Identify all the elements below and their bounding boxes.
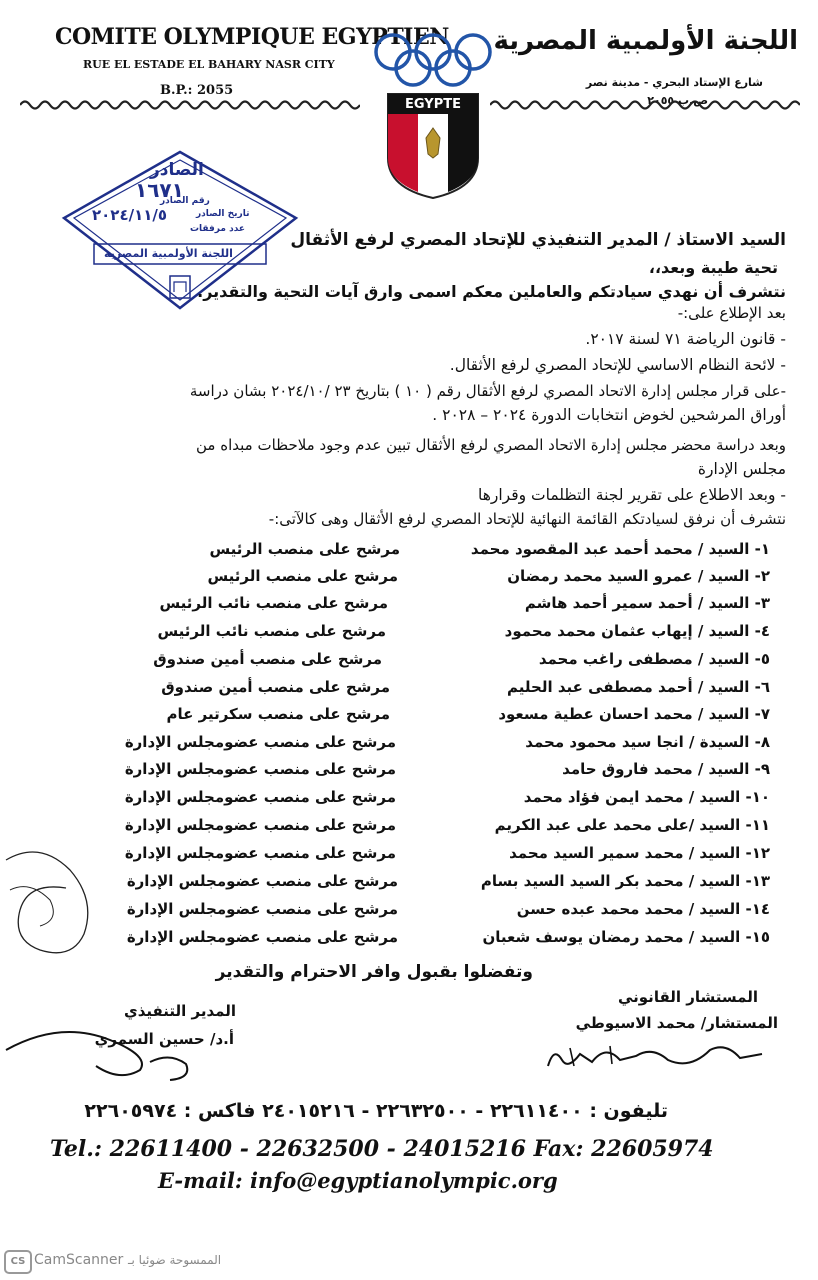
intro-sentence: نتشرف أن نهدي سيادتكم والعاملين معكم اسمى وارق آيات التحية والتقدير. bbox=[197, 282, 786, 301]
candidate-name: ١٤- السيد / محمد محمد عبده حسن bbox=[516, 900, 770, 918]
candidate-name: ٤- السيد / إيهاب عثمان محمد محمود bbox=[504, 622, 770, 640]
stamp-attachments-label: عدد مرفقات bbox=[190, 224, 246, 234]
closing-line: وتفضلوا بقبول وافر الاحترام والتقدير bbox=[215, 962, 533, 982]
footer-email: E-mail: info@egyptianolympic.org bbox=[158, 1168, 558, 1193]
candidate-row bbox=[30, 650, 770, 676]
review-item: مجلس الإدارة bbox=[697, 460, 786, 478]
candidate-row bbox=[30, 567, 770, 593]
candidate-position: مرشح على منصب نائب الرئيس bbox=[159, 594, 388, 612]
candidate-position: مرشح على منصب عضومجلس الإدارة bbox=[126, 872, 398, 890]
camscanner-label: CamScanner bbox=[34, 1252, 124, 1268]
candidate-name: ٨- السيدة / انجا سيد محمود محمد bbox=[525, 733, 770, 751]
review-item: أوراق المرشحين لخوض انتخابات الدورة ٢٠٢٤ – ٢٠٢٨ . bbox=[432, 406, 786, 424]
candidate-position: مرشح على منصب عضومجلس الإدارة bbox=[126, 900, 398, 918]
candidate-row bbox=[30, 733, 770, 759]
legal-advisor-name: المستشار/ محمد الاسيوطي bbox=[575, 1014, 778, 1032]
candidate-name: ٩- السيد / محمد فاروق حامد bbox=[562, 760, 770, 778]
candidate-position: مرشح على منصب الرئيس bbox=[209, 540, 400, 558]
candidate-name: ٧- السيد / محمد احسان عطية مسعود bbox=[498, 705, 770, 723]
candidate-position: مرشح على منصب أمين صندوق bbox=[153, 650, 382, 668]
greeting: تحية طيبة وبعد،، bbox=[648, 258, 778, 277]
footer-arabic-phones: تليفون : ٢٢٦١١٤٠٠ - ٢٢٦٣٢٥٠٠ - ٢٤٠١٥٢١٦ فاكس : ٢٢٦٠٥٩٧٤ bbox=[84, 1100, 668, 1122]
stamp-number: ١٦٧١ bbox=[135, 178, 184, 202]
camscanner-logo: CS bbox=[4, 1250, 32, 1274]
candidate-position: مرشح على منصب عضومجلس الإدارة bbox=[124, 788, 396, 806]
candidate-name: ٥- السيد / مصطفى راغب محمد bbox=[538, 650, 770, 668]
candidate-row bbox=[30, 594, 770, 620]
stamp-title: الصادر bbox=[150, 160, 204, 180]
stamp-number-label: رقم الصادر bbox=[160, 196, 210, 206]
candidate-position: مرشح على منصب عضومجلس الإدارة bbox=[124, 816, 396, 834]
candidate-name: ١١- السيد /على محمد على عبد الكريم bbox=[494, 816, 770, 834]
arabic-address: شارع الإستاد البحري - مدينة نصر bbox=[585, 76, 763, 89]
review-item: - وبعد الاطلاع على تقرير لجنة التظلمات وقرارها bbox=[477, 486, 786, 504]
candidate-row bbox=[30, 540, 770, 566]
french-address: RUE EL ESTADE EL BAHARY NASR CITY bbox=[83, 58, 335, 71]
review-item: وبعد دراسة محضر مجلس إدارة الاتحاد المصري لرفع الأثقال تبين عدم وجود ملاحظات مبداه من bbox=[196, 436, 786, 454]
executive-director-title: المدير التنفيذي bbox=[123, 1002, 236, 1020]
stamp-date-label: تاريخ الصادر bbox=[196, 209, 250, 219]
french-po-box: B.P.: 2055 bbox=[160, 83, 234, 98]
candidate-row bbox=[30, 678, 770, 704]
candidate-name: ١٥- السيد / محمد رمضان يوسف شعبان bbox=[482, 928, 770, 946]
legal-advisor-signature bbox=[540, 1036, 770, 1076]
candidate-name: ٦- السيد / أحمد مصطفى عبد الحليم bbox=[507, 678, 770, 696]
french-org-title: COMITE OLYMPIQUE EGYPTIEN bbox=[55, 24, 449, 50]
candidate-name: ١٢- السيد / محمد سمير السيد محمد bbox=[509, 844, 770, 862]
candidate-position: مرشح على منصب الرئيس bbox=[207, 567, 398, 585]
candidate-position: مرشح على منصب عضومجلس الإدارة bbox=[124, 760, 396, 778]
stamp-org-name: اللجنة الأولمبية المصرية bbox=[104, 247, 233, 260]
candidate-row bbox=[30, 705, 770, 731]
stamp-date-value: ٢٠٢٤/١١/٥ bbox=[92, 206, 168, 224]
addressee: السيد الاستاذ / المدير التنفيذي للإتحاد المصري لرفع الأثقال bbox=[290, 230, 786, 250]
review-item: - لائحة النظام الاساسي للإتحاد المصري لرفع الأثقال. bbox=[449, 356, 786, 374]
candidate-name: ٢- السيد / عمرو السيد محمد رمضان bbox=[507, 567, 770, 585]
candidate-position: مرشح على منصب عضومجلس الإدارة bbox=[124, 733, 396, 751]
candidate-row bbox=[30, 760, 770, 786]
legal-advisor-title: المستشار القانوني bbox=[617, 988, 758, 1006]
header-wavy-rule-right bbox=[490, 98, 800, 112]
candidate-row bbox=[30, 622, 770, 648]
candidate-row bbox=[30, 788, 770, 814]
candidate-name: ١٠- السيد / محمد ايمن فؤاد محمد bbox=[523, 788, 770, 806]
candidate-position: مرشح على منصب سكرتير عام bbox=[166, 705, 390, 723]
header-wavy-rule-left bbox=[20, 98, 360, 112]
review-item: -على قرار مجلس إدارة الاتحاد المصري لرفع الأثقال رقم ( ١٠ ) بتاريخ ٢٣ /٢٠٢٤/١٠ بشان دراسة bbox=[189, 382, 786, 400]
candidate-name: ٣- السيد / أحمد سمير أحمد هاشم bbox=[524, 594, 770, 612]
candidate-position: مرشح على منصب أمين صندوق bbox=[161, 678, 390, 696]
arabic-org-title: اللجنة الأولمبية المصرية bbox=[493, 26, 798, 56]
arabic-po-box: ص.ب ٢٠٥٥ bbox=[647, 94, 708, 107]
review-item: - قانون الرياضة ٧١ لسنة ٢٠١٧. bbox=[585, 330, 786, 348]
executive-director-name: أ.د/ حسين السمري bbox=[94, 1030, 234, 1048]
candidate-name: ١٣- السيد / محمد بكر السيد السيد بسام bbox=[480, 872, 770, 890]
camscanner-arabic-label: الممسوحة ضوئيا بـ bbox=[128, 1253, 222, 1267]
candidate-position: مرشح على منصب عضومجلس الإدارة bbox=[124, 844, 396, 862]
list-intro: نتشرف أن نرفق لسيادتكم القائمة النهائية للإتحاد المصري لرفع الأثقال وهى كالآتى:- bbox=[268, 510, 786, 528]
olympic-emblem bbox=[368, 28, 498, 200]
candidate-position: مرشح على منصب نائب الرئيس bbox=[157, 622, 386, 640]
after-review: بعد الإطلاع على:- bbox=[677, 304, 786, 322]
candidate-position: مرشح على منصب عضومجلس الإدارة bbox=[126, 928, 398, 946]
footer-english-phones: Tel.: 22611400 - 22632500 - 24015216 Fax: 22605974 bbox=[50, 1136, 714, 1162]
candidate-name: ١- السيد / محمد أحمد عبد المقصود محمد bbox=[470, 540, 770, 558]
executive-director-signature bbox=[0, 830, 240, 1090]
olympic-rings-icon bbox=[376, 35, 490, 85]
emblem-label: EGYPTE bbox=[405, 97, 461, 112]
